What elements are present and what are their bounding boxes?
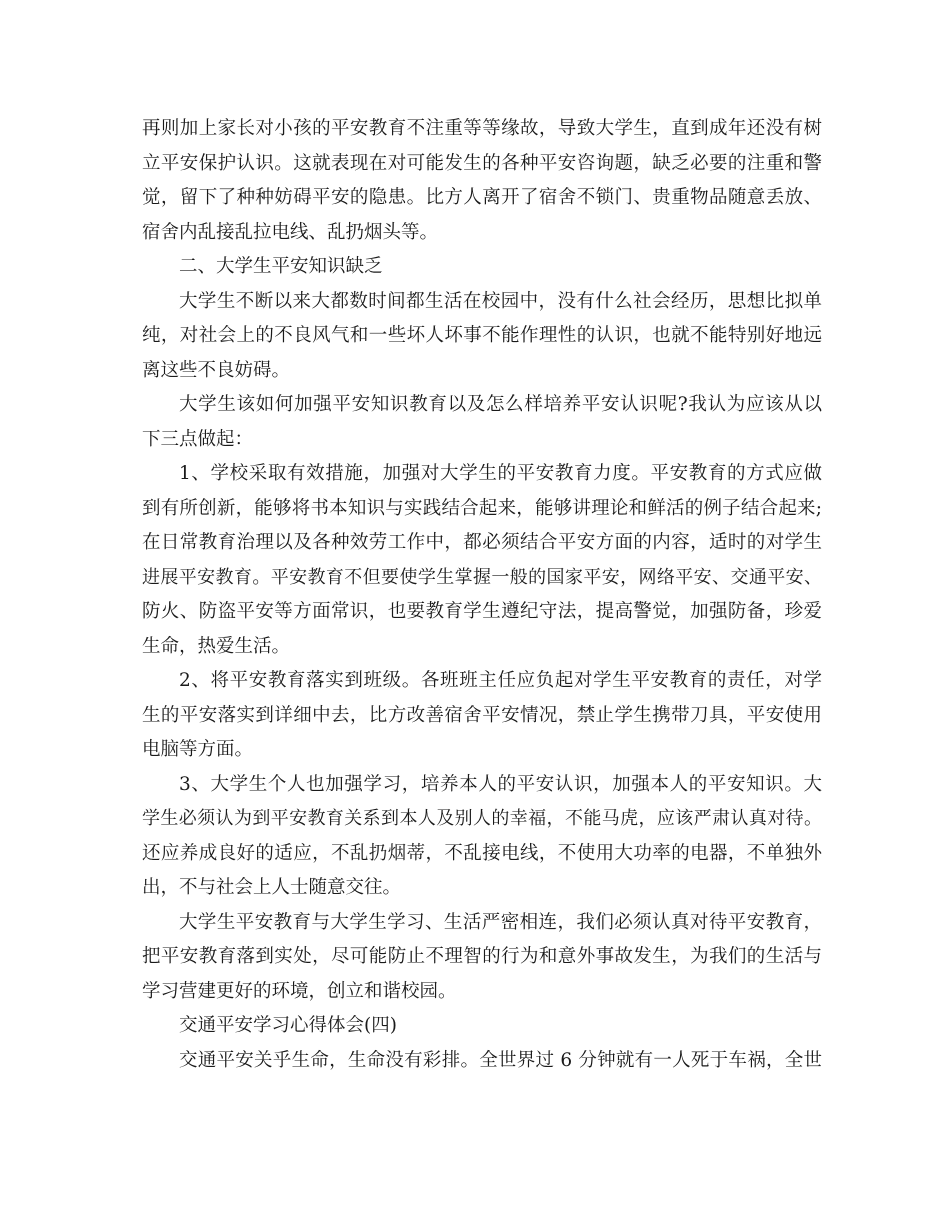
text-line: 学生必须认为到平安教育关系到本人及别人的幸福，不能马虎，应该严肃认真对待。	[142, 808, 822, 829]
text-line: 1、学校采取有效措施，加强对大学生的平安教育力度。平安教育的方式应做	[179, 463, 822, 484]
text-line: 出，不与社会上人士随意交往。	[142, 877, 402, 898]
text-line: 生的平安落实到详细中去，比方改善宿舍平安情况，禁止学生携带刀具，平安使用	[142, 704, 822, 726]
text-line: 觉，留下了种种妨碍平安的隐患。比方人离开了宿舍不锁门、贵重物品随意丢放、	[142, 187, 822, 208]
text-line: 2、将平安教育落实到班级。各班班主任应负起对学生平安教育的责任，对学	[179, 670, 822, 691]
text-line: 立平安保护认识。这就表现在对可能发生的各种平安咨询题，缺乏必要的注重和警	[142, 152, 822, 174]
text-line: 再则加上家长对小孩的平安教育不注重等等缘故，导致大学生，直到成年还没有树	[142, 118, 822, 139]
text-line: 到有所创新，能够将书本知识与实践结合起来，能够讲理论和鲜活的例子结合起来;	[142, 497, 822, 519]
text-line: 把平安教育落到实处，尽可能防止不理智的行为和意外事故发生，为我们的生活与	[142, 946, 822, 967]
text-line: 下三点做起：	[142, 428, 254, 450]
text-line: 交通平安关乎生命，生命没有彩排。全世界过 6 分钟就有一人死于车祸，全世	[179, 1049, 822, 1071]
text-line: 宿舍内乱接乱拉电线、乱扔烟头等。	[142, 221, 439, 243]
text-line: 还应养成良好的适应，不乱扔烟蒂，不乱接电线，不使用大功率的电器，不单独外	[142, 842, 822, 864]
text-line: 离这些不良妨碍。	[142, 359, 291, 381]
text-line: 3、大学生个人也加强学习，培养本人的平安认识，加强本人的平安知识。大	[179, 773, 822, 795]
text-line: 大学生不断以来大都数时间都生活在校园中，没有什么社会经历，思想比拟单	[179, 290, 822, 312]
text-line: 防火、防盗平安等方面常识，也要教育学生遵纪守法，提高警觉，加强防备，珍爱	[142, 601, 822, 622]
text-line: 进展平安教育。平安教育不但要使学生掌握一般的国家平安，网络平安、交通平安、	[142, 566, 822, 588]
text-line: 在日常教育治理以及各种效劳工作中，都必须结合平安方面的内容，适时的对学生	[142, 532, 822, 553]
text-line: 生命，热爱生活。	[142, 635, 291, 657]
text-line: 大学生该如何加强平安知识教育以及怎么样培养平安认识呢?我认为应该从以	[179, 394, 822, 415]
text-line: 大学生平安教育与大学生学习、生活严密相连，我们必须认真对待平安教育，	[179, 911, 822, 933]
text-line: 电脑等方面。	[142, 739, 254, 760]
text-line: 纯，对社会上的不良风气和一些坏人坏事不能作理性的认识，也就不能特别好地远	[142, 325, 822, 346]
section-heading: 交通平安学习心得体会(四)	[179, 1015, 397, 1036]
section-heading: 二、大学生平安知识缺乏	[179, 256, 383, 277]
text-line: 学习营建更好的环境，创立和谐校园。	[142, 980, 457, 1002]
